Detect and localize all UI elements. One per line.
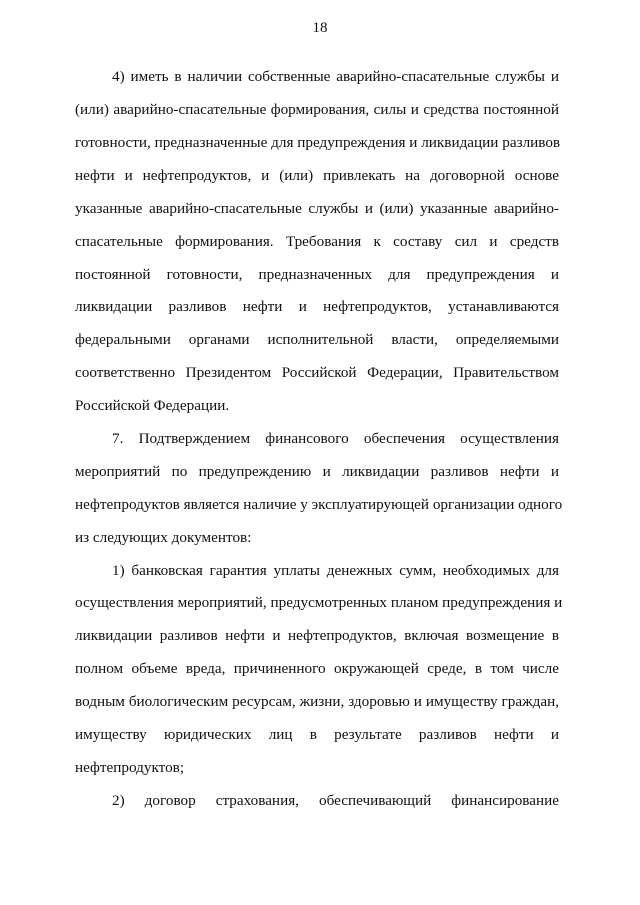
text-line: указанные аварийно-спасательные службы и (или) указанные аварийно- xyxy=(75,200,559,217)
text-line: осуществления мероприятий, предусмотренных планом предупреждения и xyxy=(75,594,563,611)
text-line: федеральными органами исполнительной власти, определяемыми xyxy=(75,331,559,348)
text-line: 2) договор страхования, обеспечивающий финансирование xyxy=(112,792,559,809)
text-line: постоянной готовности, предназначенных для предупреждения и xyxy=(75,266,559,283)
text-line: нефти и нефтепродуктов, и (или) привлекать на договорной основе xyxy=(75,167,559,184)
text-line: 7. Подтверждением финансового обеспечения осуществления xyxy=(112,430,559,447)
text-line: полном объеме вреда, причиненного окружающей среде, в том числе xyxy=(75,660,559,677)
page-number: 18 xyxy=(312,20,328,36)
text-line: ликвидации разливов нефти и нефтепродуктов, устанавливаются xyxy=(75,298,559,315)
text-line: нефтепродуктов является наличие у эксплуатирующей организации одного xyxy=(75,496,563,513)
text-line: (или) аварийно-спасательные формирования, силы и средства постоянной xyxy=(75,101,559,118)
text-line: имуществу юридических лиц в результате разливов нефти и xyxy=(75,726,559,743)
text-line: нефтепродуктов; xyxy=(75,759,185,776)
text-line: спасательные формирования. Требования к составу сил и средств xyxy=(75,233,559,250)
text-line: соответственно Президентом Российской Федерации, Правительством xyxy=(75,364,559,381)
text-line: ликвидации разливов нефти и нефтепродуктов, включая возмещение в xyxy=(75,627,559,644)
text-line: Российской Федерации. xyxy=(75,397,230,414)
text-line: мероприятий по предупреждению и ликвидации разливов нефти и xyxy=(75,463,559,480)
text-line: готовности, предназначенные для предупреждения и ликвидации разливов xyxy=(75,134,561,151)
text-line: водным биологическим ресурсам, жизни, здоровью и имуществу граждан, xyxy=(75,693,559,710)
text-line: из следующих документов: xyxy=(75,529,252,546)
text-line: 4) иметь в наличии собственные аварийно-спасательные службы и xyxy=(112,68,559,85)
text-line: 1) банковская гарантия уплаты денежных сумм, необходимых для xyxy=(112,562,559,579)
